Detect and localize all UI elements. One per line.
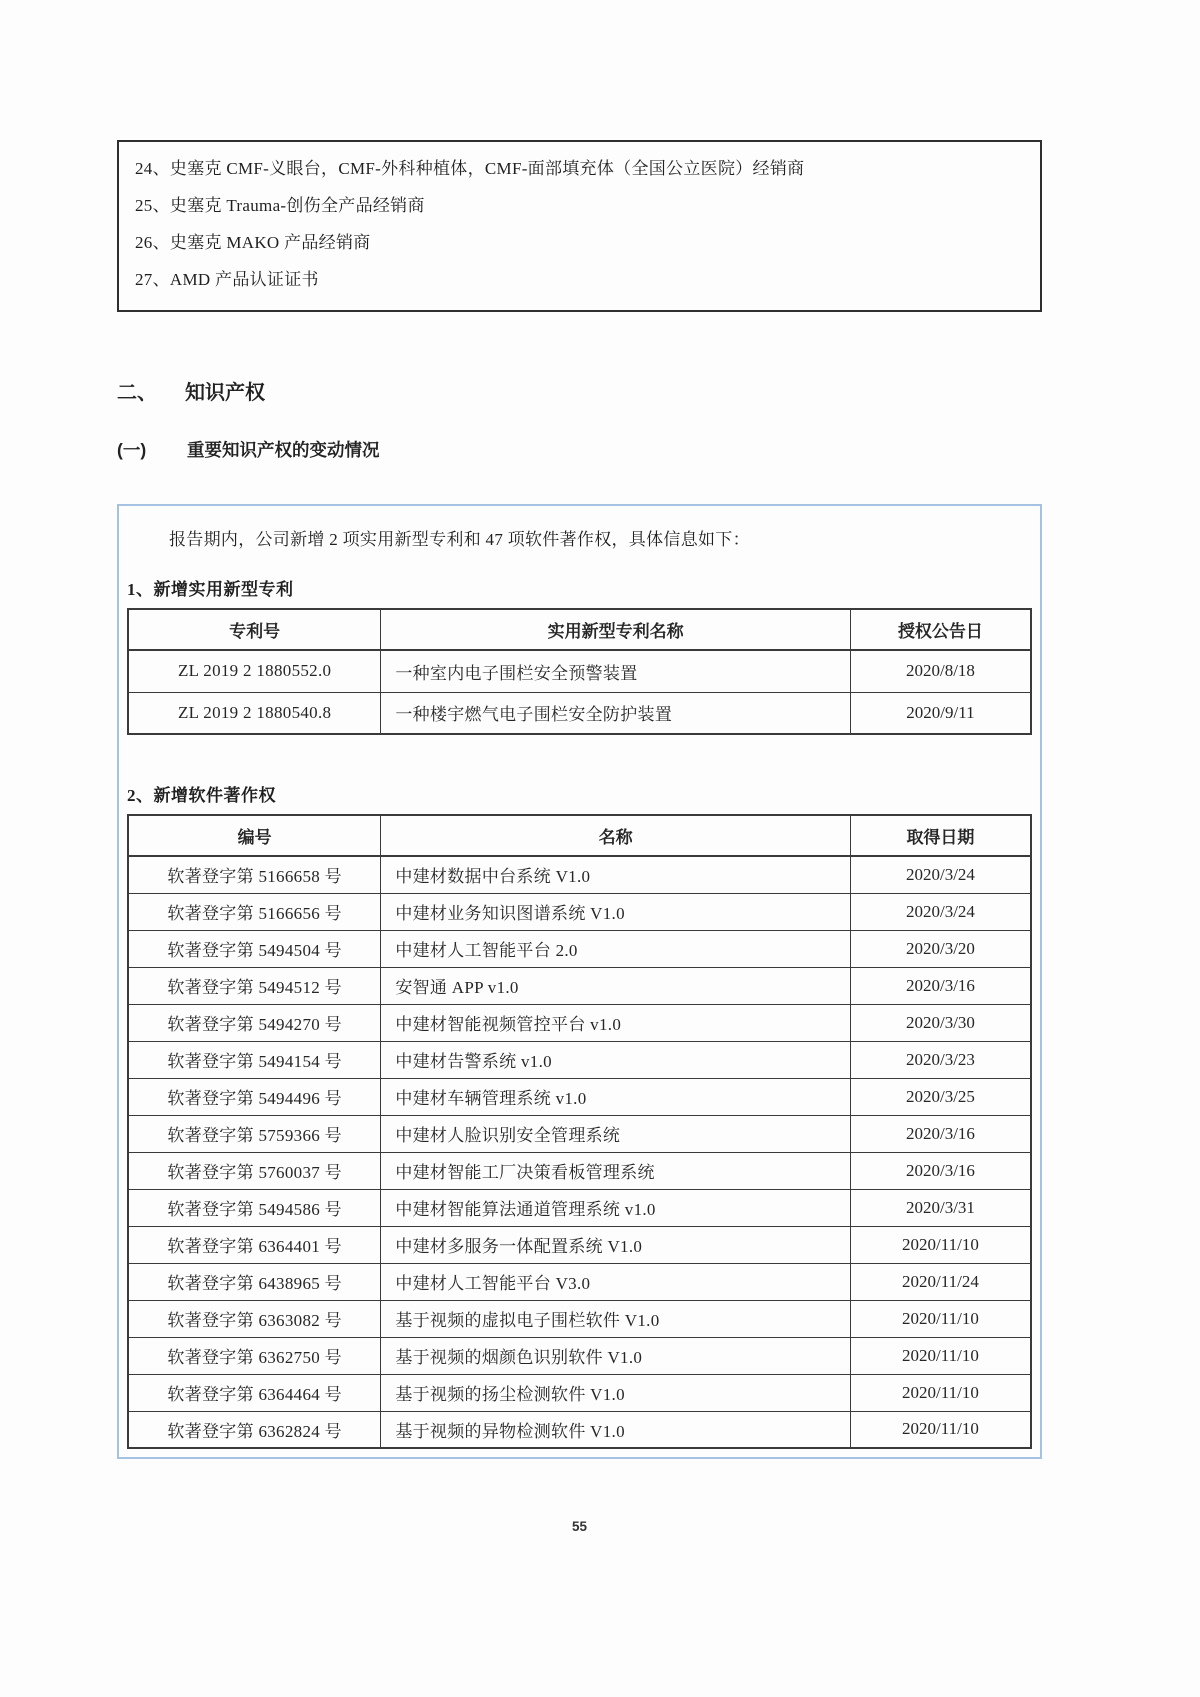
cell-date: 2020/3/30: [850, 1004, 1031, 1041]
cell-number: 软著登字第 5166658 号: [128, 856, 381, 893]
certification-list-box: [117, 140, 1042, 312]
cell-name: 中建材智能视频管控平台 v1.0: [381, 1004, 851, 1041]
cell-name: 一种楼宇燃气电子围栏安全防护装置: [381, 692, 851, 734]
cell-date: 2020/9/11: [850, 692, 1031, 734]
table-row: [128, 967, 1031, 1004]
cell-name: 安智通 APP v1.0: [381, 967, 851, 1004]
cell-name: 基于视频的扬尘检测软件 V1.0: [381, 1374, 851, 1411]
cell-number: ZL 2019 2 1880552.0: [128, 650, 381, 692]
cell-number: 软著登字第 6364464 号: [128, 1374, 381, 1411]
cell-number: 软著登字第 5494154 号: [128, 1041, 381, 1078]
intro-paragraph: 报告期内，公司新增 2 项实用新型专利和 47 项软件著作权，具体信息如下：: [169, 530, 750, 549]
cell-number: 软著登字第 6362824 号: [128, 1411, 381, 1448]
cell-number: 软著登字第 5166656 号: [128, 893, 381, 930]
cell-number: 软著登字第 5494586 号: [128, 1189, 381, 1226]
cell-name: 中建材车辆管理系统 v1.0: [381, 1078, 851, 1115]
column-header-software-name: 名称: [381, 815, 851, 856]
cell-number: 软著登字第 5494496 号: [128, 1078, 381, 1115]
cell-date: 2020/3/24: [850, 856, 1031, 893]
cell-number: 软著登字第 6364401 号: [128, 1226, 381, 1263]
software-copyright-table: [127, 814, 1032, 1449]
cell-date: 2020/3/20: [850, 930, 1031, 967]
cell-date: 2020/11/24: [850, 1263, 1031, 1300]
software-table-title: 2、新增软件著作权: [127, 786, 276, 805]
table-row: [128, 1337, 1031, 1374]
table-row: [128, 1411, 1031, 1448]
list-item: 24、史塞克 CMF-义眼台，CMF-外科种植体，CMF-面部填充体（全国公立医院）经销商: [135, 159, 805, 178]
column-header-obtained-date: 取得日期: [850, 815, 1031, 856]
table-row: [128, 930, 1031, 967]
cell-date: 2020/3/16: [850, 967, 1031, 1004]
cell-number: 软著登字第 6438965 号: [128, 1263, 381, 1300]
cell-name: 中建材人工智能平台 2.0: [381, 930, 851, 967]
table-row: [128, 893, 1031, 930]
software-table-header-row: [128, 815, 1031, 856]
table-row: [128, 1263, 1031, 1300]
cell-name: 中建材业务知识图谱系统 V1.0: [381, 893, 851, 930]
cell-name: 中建材智能工厂决策看板管理系统: [381, 1152, 851, 1189]
subsection-title: 重要知识产权的变动情况: [187, 440, 380, 460]
cell-number: 软著登字第 6363082 号: [128, 1300, 381, 1337]
cell-name: 中建材告警系统 v1.0: [381, 1041, 851, 1078]
cell-name: 基于视频的烟颜色识别软件 V1.0: [381, 1337, 851, 1374]
cell-date: 2020/3/16: [850, 1152, 1031, 1189]
table-row: [128, 692, 1031, 734]
table-row: [128, 650, 1031, 692]
cell-number: 软著登字第 6362750 号: [128, 1337, 381, 1374]
list-item: 25、史塞克 Trauma-创伤全产品经销商: [135, 196, 425, 215]
table-row: [128, 1300, 1031, 1337]
cell-name: 中建材多服务一体配置系统 V1.0: [381, 1226, 851, 1263]
cell-date: 2020/11/10: [850, 1300, 1031, 1337]
table-row: [128, 1115, 1031, 1152]
table-row: [128, 1078, 1031, 1115]
table-row: [128, 1226, 1031, 1263]
subsection-number: (一): [117, 440, 147, 460]
section-heading: [117, 376, 1042, 405]
table-row: [128, 856, 1031, 893]
cell-name: 中建材人脸识别安全管理系统: [381, 1115, 851, 1152]
list-item: 26、史塞克 MAKO 产品经销商: [135, 233, 371, 252]
table-row: [128, 1152, 1031, 1189]
section-number: 二、: [117, 382, 157, 404]
cell-number: ZL 2019 2 1880540.8: [128, 692, 381, 734]
cell-number: 软著登字第 5494270 号: [128, 1004, 381, 1041]
patent-table-title: 1、新增实用新型专利: [127, 580, 294, 599]
content-column: [117, 0, 1042, 1574]
table-row: [128, 1004, 1031, 1041]
cell-date: 2020/8/18: [850, 650, 1031, 692]
cell-name: 中建材数据中台系统 V1.0: [381, 856, 851, 893]
cell-name: 中建材人工智能平台 V3.0: [381, 1263, 851, 1300]
cell-number: 软著登字第 5494512 号: [128, 967, 381, 1004]
cell-number: 软著登字第 5759366 号: [128, 1115, 381, 1152]
page-number: 55: [571, 1519, 588, 1534]
table-row: [128, 1189, 1031, 1226]
cell-date: 2020/11/10: [850, 1374, 1031, 1411]
patent-table-header-row: [128, 609, 1031, 650]
subsection-heading: [117, 437, 1042, 462]
cell-date: 2020/3/16: [850, 1115, 1031, 1152]
column-header-patent-number: 专利号: [128, 609, 381, 650]
cell-number: 软著登字第 5760037 号: [128, 1152, 381, 1189]
cell-date: 2020/11/10: [850, 1337, 1031, 1374]
cell-number: 软著登字第 5494504 号: [128, 930, 381, 967]
cell-date: 2020/3/23: [850, 1041, 1031, 1078]
list-item: 27、AMD 产品认证证书: [135, 270, 319, 289]
table-row: [128, 1374, 1031, 1411]
cell-date: 2020/3/25: [850, 1078, 1031, 1115]
cell-date: 2020/3/31: [850, 1189, 1031, 1226]
column-header-patent-name: 实用新型专利名称: [381, 609, 851, 650]
cell-date: 2020/3/24: [850, 893, 1031, 930]
cell-name: 基于视频的虚拟电子围栏软件 V1.0: [381, 1300, 851, 1337]
cell-date: 2020/11/10: [850, 1411, 1031, 1448]
patent-table-body: [128, 650, 1031, 734]
cell-name: 一种室内电子围栏安全预警装置: [381, 650, 851, 692]
cell-name: 中建材智能算法通道管理系统 v1.0: [381, 1189, 851, 1226]
cell-date: 2020/11/10: [850, 1226, 1031, 1263]
patent-table: [127, 608, 1032, 735]
column-header-grant-date: 授权公告日: [850, 609, 1031, 650]
cell-name: 基于视频的异物检测软件 V1.0: [381, 1411, 851, 1448]
ip-content-box: [117, 504, 1042, 1459]
table-row: [128, 1041, 1031, 1078]
software-table-body: [128, 856, 1031, 1448]
column-header-registration-number: 编号: [128, 815, 381, 856]
section-title: 知识产权: [185, 382, 265, 404]
